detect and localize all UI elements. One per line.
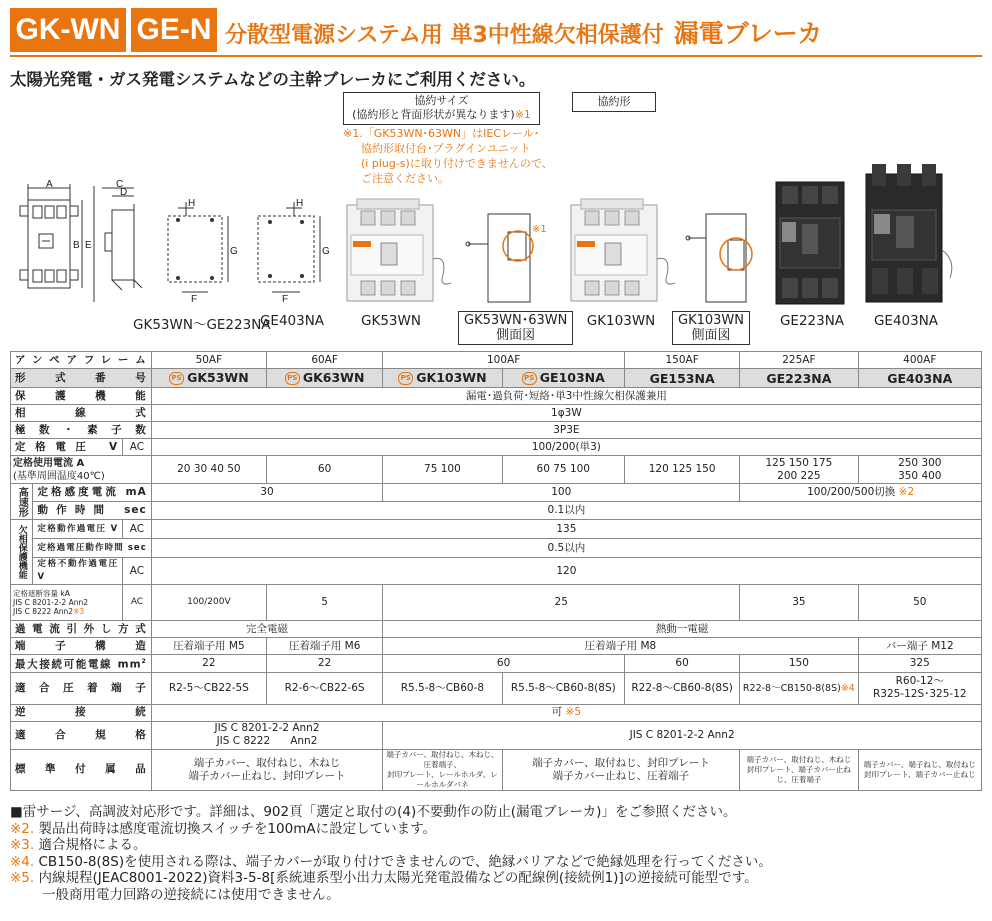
cell: 100/200/500切換 ※2 xyxy=(740,484,982,502)
cell: 30 xyxy=(151,484,383,502)
cell: 50 xyxy=(858,585,981,621)
cell: 150AF xyxy=(624,352,739,369)
footnote: ※2. 製品出荷時は感度電流切換スイッチを100mAに設定しています。 xyxy=(10,820,437,837)
dim-label-d: D xyxy=(120,187,128,198)
cell: 完全電磁 xyxy=(151,621,383,638)
product-image-ge223na xyxy=(772,178,852,308)
cell: 75 100 xyxy=(383,456,502,484)
group-label: 欠相保護機能 xyxy=(11,520,33,585)
cell: 60AF xyxy=(266,352,382,369)
dimension-drawing-ge403na xyxy=(250,198,330,306)
note1 xyxy=(343,126,553,186)
dim-label-f: F xyxy=(282,294,289,305)
cell: 35 xyxy=(740,585,858,621)
group-label: 高速形 xyxy=(11,484,33,520)
cell: R60-12～ R325-12S･325-12 xyxy=(858,672,981,704)
cell: 5 xyxy=(266,585,382,621)
footnote: ※4. CB150-8(8S)を使用される際は、端子カバーが取り付けできませんので、絶縁バリアなどで絶縁処理を行ってください。 xyxy=(10,853,772,870)
row-label: 適合圧着端子 xyxy=(11,672,152,704)
page-title xyxy=(225,14,822,50)
cell: 60 75 100 xyxy=(502,456,624,484)
cell: 100 xyxy=(383,484,740,502)
row-label: 適合規格 xyxy=(11,721,152,749)
table-row-models xyxy=(11,369,982,388)
row-label: 最大接続可能電線 $mm^2$ xyxy=(11,655,152,673)
cell: 端子カバー、取付ねじ、木ねじ 端子カバー止ねじ、封印プレート xyxy=(151,749,383,790)
cell: 60 xyxy=(624,655,739,673)
footnote: 一般商用電力回路の逆接続には使用できません。 xyxy=(42,886,340,903)
table-row-protect xyxy=(11,388,982,405)
row-label: 逆接続 xyxy=(11,704,152,721)
cell: 125 150 175 200 225 xyxy=(740,456,858,484)
row-label: 定格過電圧動作時間 sec xyxy=(33,539,151,558)
cell: 25 xyxy=(383,585,740,621)
cell: R22-8～CB150-8(8S)※4 xyxy=(740,672,858,704)
dim-label-g: G xyxy=(230,246,238,257)
note1-line: ※1.「GK53WN･63WN」はIECレール･ xyxy=(343,127,540,140)
cell: 150 xyxy=(740,655,858,673)
table-row-ampere xyxy=(11,352,982,369)
cell: 120 xyxy=(151,558,981,585)
row-label: 定格電圧 V xyxy=(11,439,123,456)
spec-table xyxy=(10,351,982,791)
cell: R2-6～CB22-6S xyxy=(266,672,382,704)
dim-label-a: A xyxy=(46,179,53,190)
legend-size-line1: 協約サイズ xyxy=(414,94,469,107)
product-label-side: GK103WN 側面図 xyxy=(672,311,750,345)
product-image-ge403na xyxy=(860,160,960,310)
row-label: 形式番号 xyxy=(11,369,152,388)
ps-mark: PS xyxy=(285,372,300,385)
cell: 端子カバー、端子ねじ、取付ねじ 封印プレート、端子カバー止ねじ xyxy=(858,749,981,790)
subtitle: 太陽光発電・ガス発電システムなどの主幹ブレーカにご利用ください。 xyxy=(10,70,536,89)
cell: 400AF xyxy=(858,352,981,369)
dim-label-b: B xyxy=(73,240,80,251)
cell: 225AF xyxy=(740,352,858,369)
table-row-nov xyxy=(11,558,982,585)
footnote: ※5. 内線規程(JEAC8001-2022)資料3-5-8[系統連系型小出力太陽光発電設備などの配線例(接続例1)]の逆接続可能型です。 xyxy=(10,870,758,886)
cell: 100AF xyxy=(383,352,625,369)
product-image-gk103wn xyxy=(567,195,679,307)
model-cell: GE403NA xyxy=(858,369,981,388)
cell: 熱動一電磁 xyxy=(383,621,982,638)
table-row-poles xyxy=(11,422,982,439)
cell: 端子カバー、取付ねじ、木ねじ、圧着端子、 封印プレート、レールホルダ、レールホルダバネ xyxy=(383,749,502,790)
row-label: 定格不動作過電圧 V xyxy=(33,558,123,585)
cell: 60 xyxy=(266,456,382,484)
product-label: GE403NA xyxy=(873,313,939,329)
table-row-lug xyxy=(11,672,982,704)
cell: 0.5以内 xyxy=(151,539,981,558)
cell: 50AF xyxy=(151,352,266,369)
legend-size-box xyxy=(343,92,540,125)
cell: JIS C 8201-2-2 Ann2 JIS C 8222 Ann2 xyxy=(151,721,383,749)
footnote: ■雷サージ、高調波対応形です。詳細は、902頁「選定と取付の(4)不要動作の防止(漏電ブレーカ)」をご参照ください。 xyxy=(10,804,737,820)
cell: R2-5～CB22-5S xyxy=(151,672,266,704)
cell: 0.1以内 xyxy=(151,502,981,520)
row-label: 定格動作過電圧 V xyxy=(33,520,123,539)
cell: 漏電･過負荷･短絡･単3中性線欠相保護兼用 xyxy=(151,388,981,405)
side-mark: ※1 xyxy=(532,224,547,235)
table-row-reverse xyxy=(11,704,982,721)
row-label: 定格感度電流 mA xyxy=(33,484,151,502)
row-label: 相線式 xyxy=(11,405,152,422)
legend-shape-box: 協約形 xyxy=(572,92,656,112)
row-label: 端子構造 xyxy=(11,638,152,655)
row-label: 標準付属品 xyxy=(11,749,152,790)
cell: 135 xyxy=(151,520,981,539)
dim-label-g: G xyxy=(322,246,330,257)
table-row-standard xyxy=(11,721,982,749)
title-text: 分散型電源システム用 単3中性線欠相保護付 xyxy=(225,23,664,48)
model-cell: GE223NA xyxy=(740,369,858,388)
dim-label-h: H xyxy=(296,198,304,209)
dimension-drawing-front-side xyxy=(12,178,152,308)
cell: バー端子 M12 xyxy=(858,638,981,655)
dim-label-c: C xyxy=(116,179,124,190)
cell: 20 30 40 50 xyxy=(151,456,266,484)
cell: 圧着端子用 M6 xyxy=(266,638,382,655)
model-cell: PS GK63WN xyxy=(266,369,382,388)
dim-label-f: F xyxy=(191,294,198,305)
cell: 圧着端子用 M8 xyxy=(383,638,858,655)
table-row-ov xyxy=(11,520,982,539)
header-rule xyxy=(10,55,982,57)
row-label: 保護機能 xyxy=(11,388,152,405)
cell: 100/200V xyxy=(151,585,266,621)
model-cell: PS GK103WN xyxy=(383,369,502,388)
cell: 3P3E xyxy=(151,422,981,439)
tag-gk-wn: GK-WN xyxy=(10,8,126,52)
ps-mark: PS xyxy=(522,372,537,385)
product-label: GK53WN xyxy=(361,313,421,329)
row-label: 過電流引外し方式 xyxy=(11,621,152,638)
cell: 325 xyxy=(858,655,981,673)
note1-line: 協約形取付台･プラグインユニット xyxy=(361,142,531,155)
footnote: ※3. 適合規格による。 xyxy=(10,837,147,853)
cell: 端子カバー、取付ねじ、封印プレート 端子カバー止ねじ、圧着端子 xyxy=(502,749,740,790)
row-label: 定格遮断容量 kA JIS C 8201-2-2 Ann2 JIS C 8222 Ann2※3 xyxy=(11,585,123,621)
note1-line: (i plug-s)に取り付けできませんので、 xyxy=(361,157,553,170)
row-label: アンペアフレーム xyxy=(11,352,152,369)
cell: AC xyxy=(123,520,152,539)
cell: 圧着端子用 M5 xyxy=(151,638,266,655)
dimension-drawing-gk53wn-ge223na xyxy=(158,198,238,306)
ps-mark: PS xyxy=(169,372,184,385)
table-row-time xyxy=(11,502,982,520)
table-row-accessories xyxy=(11,749,982,790)
tag-ge-n: GE-N xyxy=(131,8,217,52)
model-cell: GE153NA xyxy=(624,369,739,388)
table-row-terminal xyxy=(11,638,982,655)
side-view-gk53wn xyxy=(462,210,552,306)
cell: 60 xyxy=(383,655,625,673)
note1-line: ご注意ください。 xyxy=(361,172,449,185)
product-label: GK103WN xyxy=(586,313,656,329)
row-label: 定格使用電流 A (基準周囲温度40℃) xyxy=(11,456,152,484)
ps-mark: PS xyxy=(398,372,413,385)
product-label: GE403NA xyxy=(259,313,325,329)
cell: 22 xyxy=(266,655,382,673)
title-big: 漏電ブレーカ xyxy=(673,19,823,48)
table-row-sensitivity xyxy=(11,484,982,502)
cell: R5.5-8～CB60-8 xyxy=(383,672,502,704)
cell: 22 xyxy=(151,655,266,673)
table-row-breaking xyxy=(11,585,982,621)
side-view-gk103wn xyxy=(684,210,764,306)
table-row-voltage xyxy=(11,439,982,456)
cell: R5.5-8～CB60-8(8S) xyxy=(502,672,624,704)
cell: 端子カバー、取付ねじ、木ねじ 封印プレート、端子カバー止ねじ、圧着端子 xyxy=(740,749,858,790)
cell: JIS C 8201-2-2 Ann2 xyxy=(383,721,982,749)
table-row-ovt xyxy=(11,539,982,558)
table-row-current xyxy=(11,456,982,484)
row-label: 極数・素子数 xyxy=(11,422,152,439)
product-label: GE223NA xyxy=(779,313,845,329)
product-image-gk53wn xyxy=(343,195,455,307)
cell: 250 300 350 400 xyxy=(858,456,981,484)
cell: AC xyxy=(123,558,152,585)
model-cell: PS GE103NA xyxy=(502,369,624,388)
dim-label-e: E xyxy=(85,240,92,251)
table-row-wire xyxy=(11,655,982,673)
legend-size-line2: (協約形と背面形状が異なります)※1 xyxy=(352,108,531,121)
table-row-phase xyxy=(11,405,982,422)
cell: 100/200(単3) xyxy=(151,439,981,456)
cell: AC xyxy=(123,439,152,456)
table-row-trip xyxy=(11,621,982,638)
cell: R22-8～CB60-8(8S) xyxy=(624,672,739,704)
cell: 1φ3W xyxy=(151,405,981,422)
cell: 可 ※5 xyxy=(151,704,981,721)
row-label: 動作時間 sec xyxy=(33,502,151,520)
model-cell: PS GK53WN xyxy=(151,369,266,388)
cell: 120 125 150 xyxy=(624,456,739,484)
footnotes xyxy=(10,804,772,903)
product-label-side: GK53WN･63WN 側面図 xyxy=(458,311,573,345)
product-label: GK53WN～GE223NA xyxy=(133,317,271,333)
dim-label-h: H xyxy=(188,198,196,209)
cell: AC xyxy=(123,585,152,621)
